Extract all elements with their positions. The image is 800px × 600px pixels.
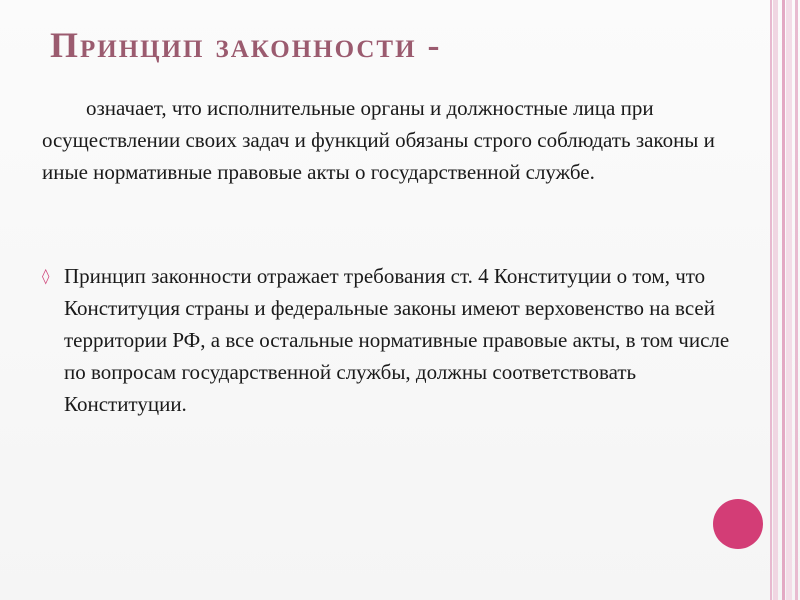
slide-title: Принцип законности - <box>50 25 442 65</box>
definition-paragraph: означает, что исполнительные органы и должностные лица при осуществлении своих задач и функций обязаны строго соблюдать законы и иные нормативные правовые акты о государственной службе. <box>42 96 715 184</box>
hollow-diamond-bullet-icon: ◊ <box>42 267 50 285</box>
stripe <box>773 0 778 600</box>
stripe <box>770 0 772 600</box>
decorative-stripes <box>766 0 800 600</box>
stripe <box>786 0 792 600</box>
stripe <box>795 0 798 600</box>
decorative-circle <box>713 499 763 549</box>
bullet-item <box>42 260 742 420</box>
stripe <box>782 0 785 600</box>
bullet-text: Принцип законности отражает требования ст. 4 Конституции о том, что Конституция страны и федеральные законы имеют верховенство на всей территории РФ, а все остальные нормативные правовые акты, в том числе по вопросам государственной службы, должны соответствовать Конституции. <box>64 264 730 416</box>
